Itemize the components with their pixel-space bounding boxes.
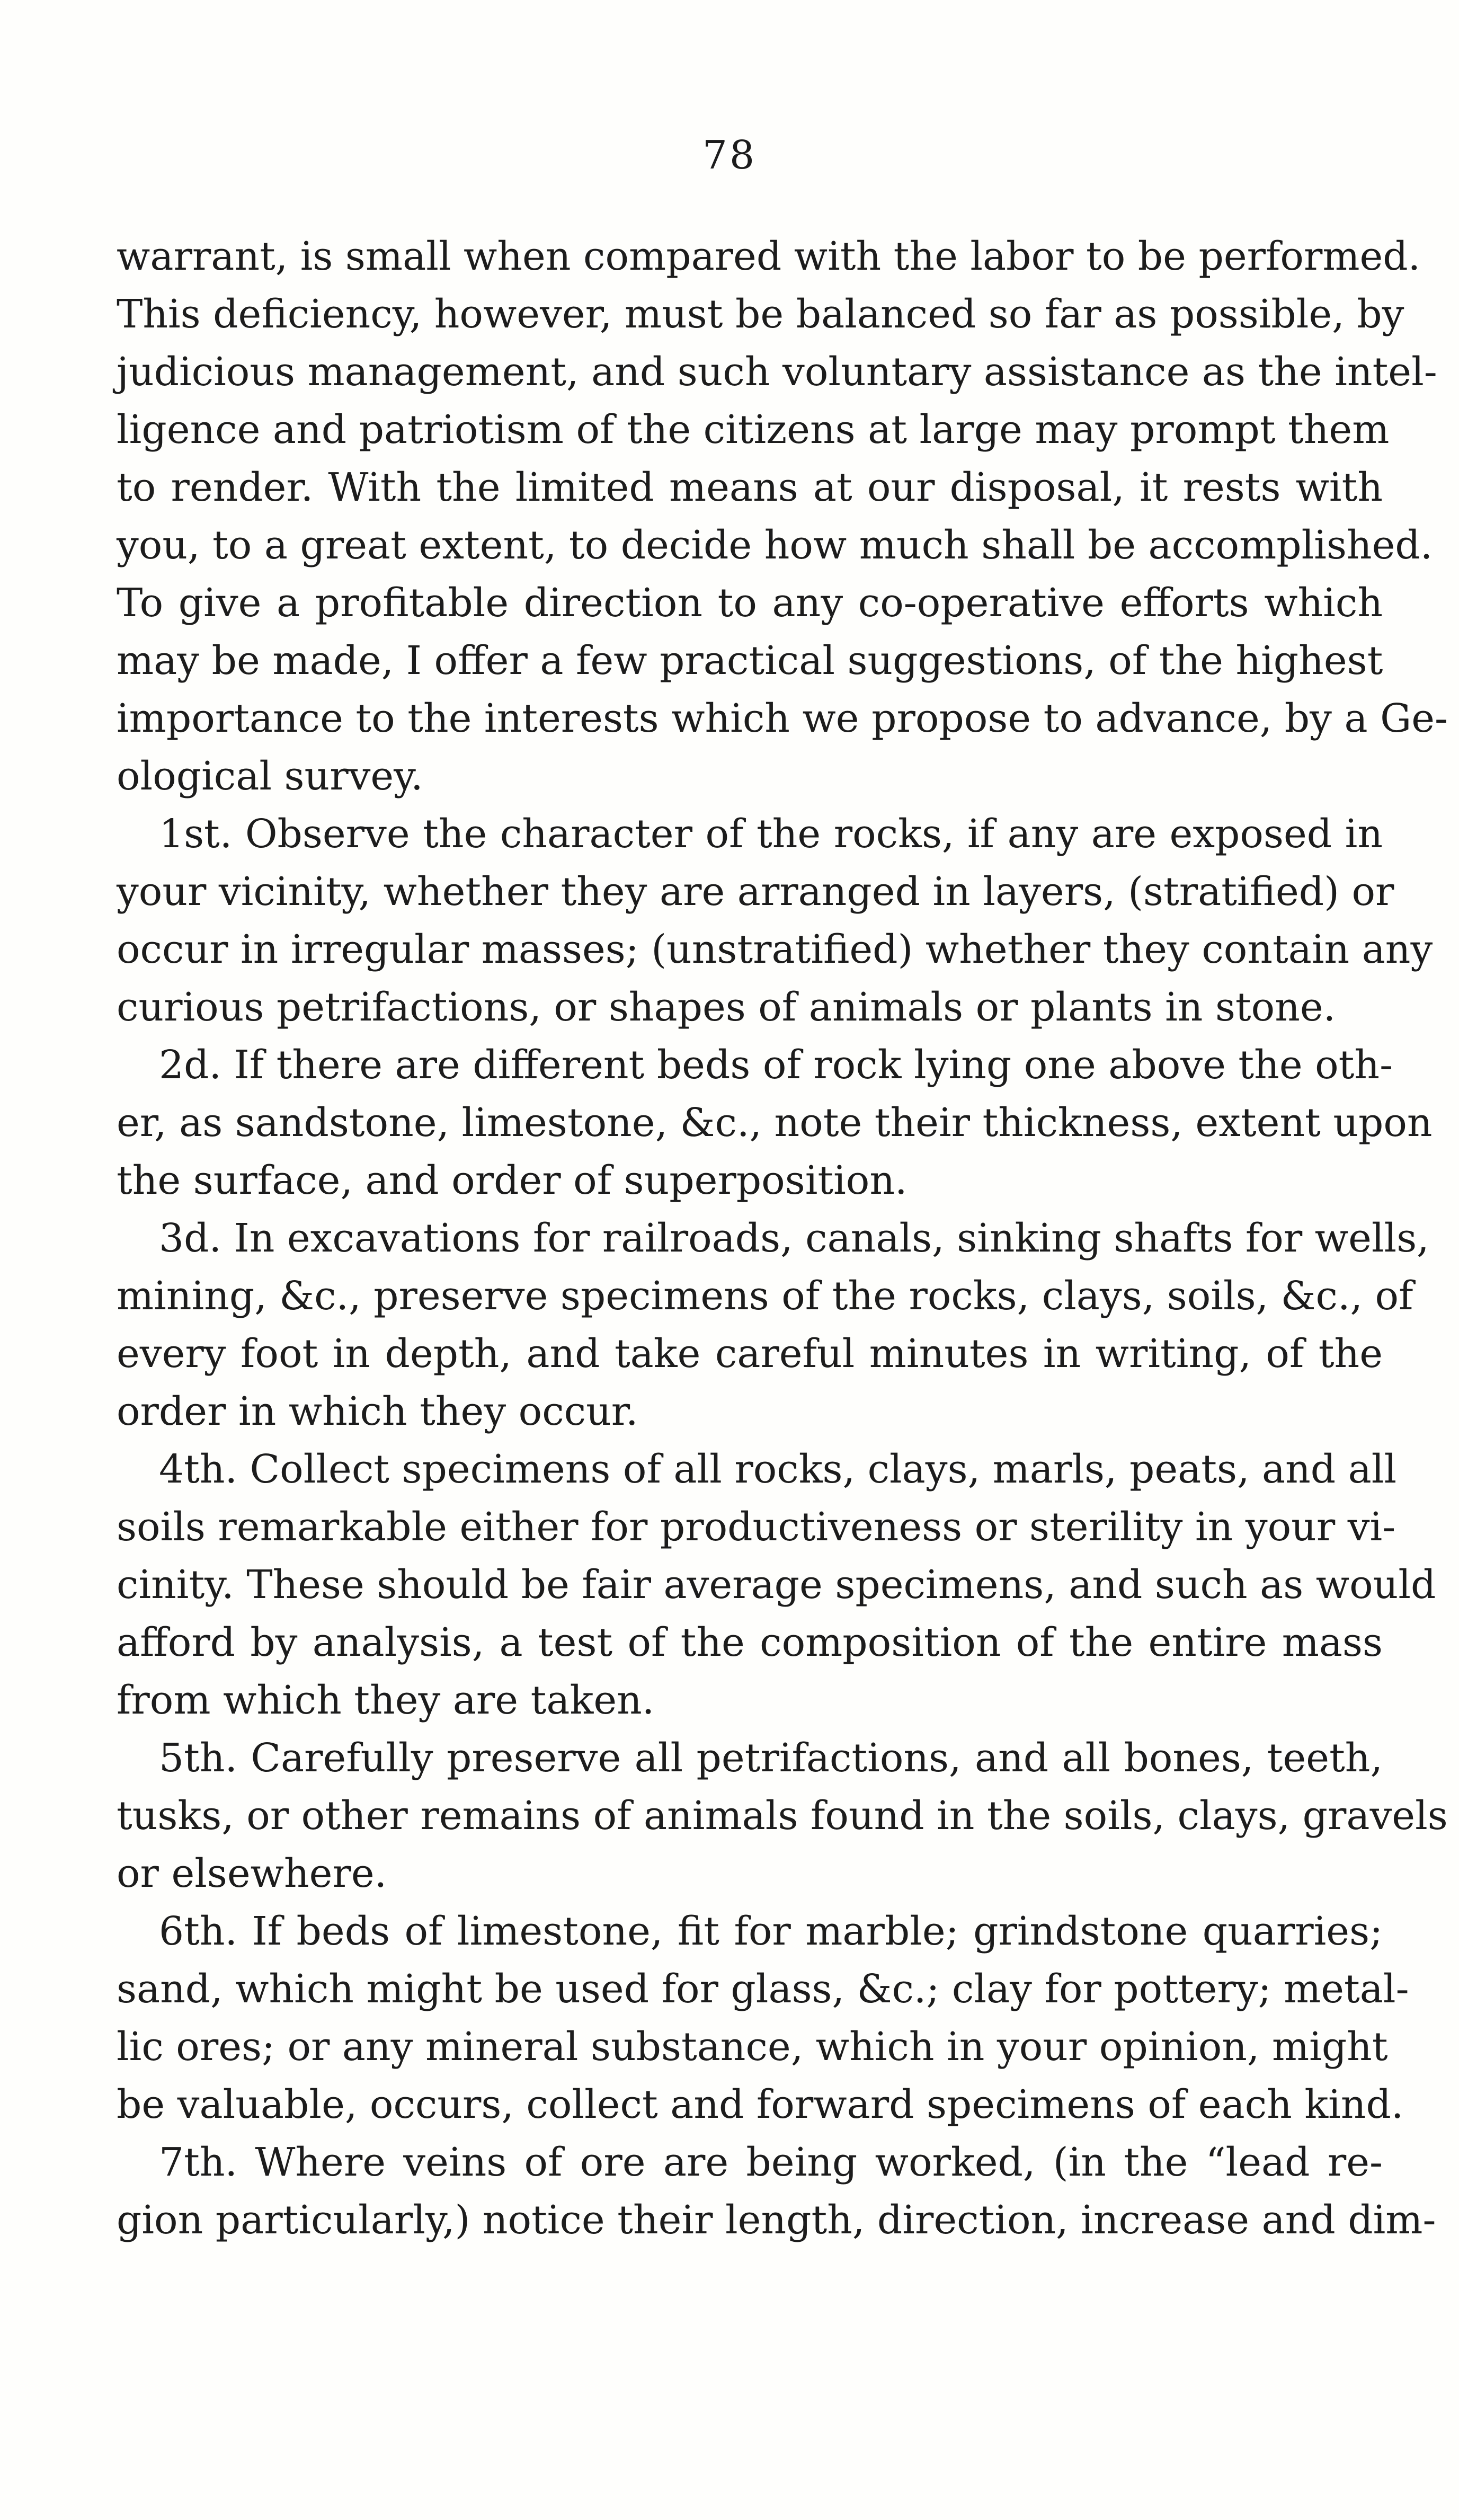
text-line: you, to a great extent, to decide how much shall be accomplished. — [117, 522, 1433, 568]
text-line: This deficiency, however, must be balanced so far as possible, by — [117, 291, 1404, 337]
text-line: 7th. Where veins of ore are being worked, (in the “lead re- — [159, 2140, 1383, 2185]
page-number: 78 — [702, 132, 757, 178]
text-line: 4th. Collect specimens of all rocks, clays, marls, peats, and all — [159, 1447, 1397, 1492]
text-line: the surface, and order of superposition. — [117, 1158, 908, 1203]
text-line: soils remarkable either for productiveness or sterility in your vi- — [117, 1504, 1396, 1550]
body-text — [117, 228, 1448, 2249]
text-line: order in which they occur. — [117, 1389, 638, 1434]
text-line: lic ores; or any mineral substance, which in your opinion, might — [117, 2024, 1388, 2070]
text-line: be valuable, occurs, collect and forward specimens of each kind. — [117, 2082, 1404, 2127]
text-line: ligence and patriotism of the citizens at large may prompt them — [117, 407, 1390, 452]
text-line: afford by analysis, a test of the composition of the entire mass — [117, 1620, 1383, 1665]
text-line: 2d. If there are different beds of rock lying one above the oth- — [159, 1042, 1393, 1088]
text-line: your vicinity, whether they are arranged in layers, (stratified) or — [117, 869, 1394, 915]
text-line: ological survey. — [117, 753, 423, 799]
text-line: every foot in depth, and take careful minutes in writing, of the — [117, 1331, 1383, 1377]
text-line: or elsewhere. — [117, 1851, 387, 1896]
text-line: 6th. If beds of limestone, fit for marble; grindstone quarries; — [159, 1909, 1383, 1954]
text-line: importance to the interests which we propose to advance, by a Ge- — [117, 696, 1448, 741]
text-line: gion particularly,) notice their length, direction, increase and dim- — [117, 2197, 1436, 2243]
text-line: er, as sandstone, limestone, &c., note their thickness, extent upon — [117, 1100, 1433, 1146]
text-line: 5th. Carefully preserve all petrifactions, and all bones, teeth, — [159, 1735, 1383, 1781]
text-line: occur in irregular masses; (unstratified) whether they contain any — [117, 927, 1433, 972]
text-line: to render. With the limited means at our disposal, it rests with — [117, 465, 1383, 510]
text-line: warrant, is small when compared with the labor to be performed. — [117, 234, 1421, 279]
text-line: To give a profitable direction to any co-operative efforts which — [117, 580, 1383, 626]
text-line: may be made, I offer a few practical suggestions, of the highest — [117, 638, 1383, 684]
text-line: 1st. Observe the character of the rocks, if any are exposed in — [159, 811, 1383, 857]
text-line: 3d. In excavations for railroads, canals, sinking shafts for wells, — [159, 1215, 1429, 1261]
text-line: curious petrifactions, or shapes of animals or plants in stone. — [117, 984, 1336, 1030]
text-line: cinity. These should be fair average specimens, and such as would — [117, 1562, 1436, 1608]
text-line: tusks, or other remains of animals found in the soils, clays, gravels — [117, 1793, 1448, 1839]
text-line: mining, &c., preserve specimens of the rocks, clays, soils, &c., of — [117, 1273, 1413, 1319]
text-line: judicious management, and such voluntary assistance as the intel- — [117, 349, 1437, 395]
text-line: from which they are taken. — [117, 1678, 655, 1723]
text-line: sand, which might be used for glass, &c.; clay for pottery; metal- — [117, 1966, 1409, 2012]
